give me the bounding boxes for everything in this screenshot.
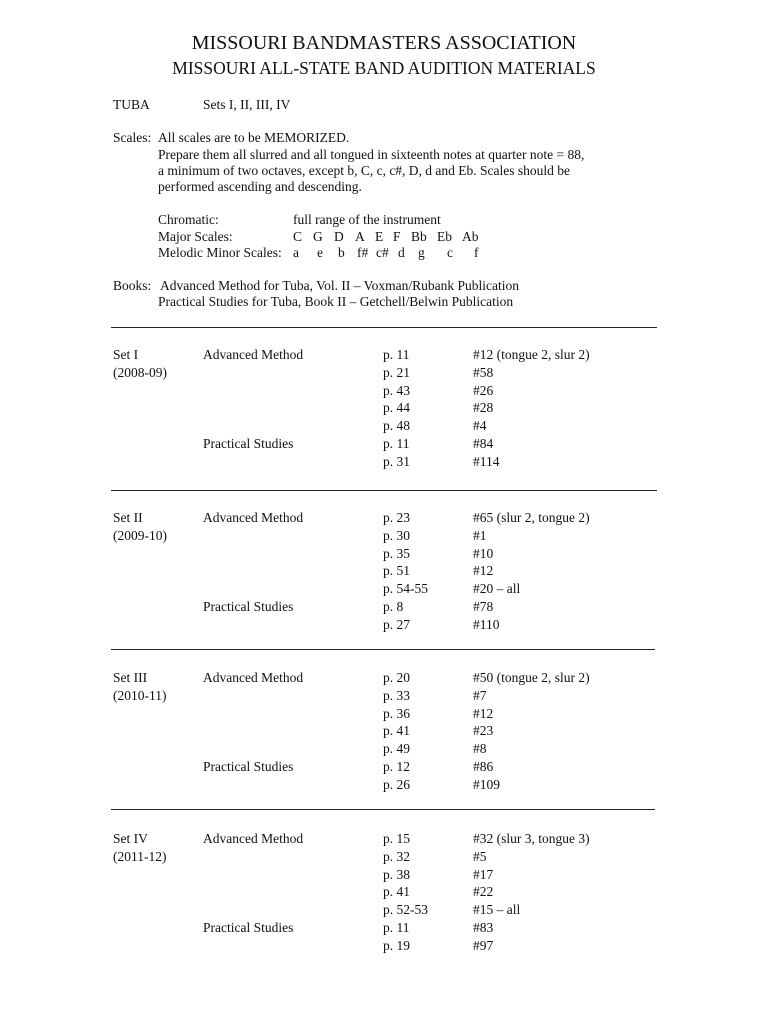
books-label: Books:	[113, 278, 152, 293]
scales-line: a minimum of two octaves, except b, C, c, c#, D, d and Eb. Scales should be	[158, 163, 571, 178]
page-ref: p. 26	[383, 777, 410, 792]
set-name: Set IV	[113, 831, 148, 846]
page-ref: p. 43	[383, 383, 410, 398]
set-book: Advanced Method	[203, 510, 304, 525]
exercise-ref: #65 (slur 2, tongue 2)	[473, 510, 590, 525]
set-book: Practical Studies	[203, 599, 294, 614]
page-ref: p. 12	[383, 759, 410, 774]
set-years: (2008-09)	[113, 365, 167, 380]
divider	[111, 490, 657, 491]
exercise-ref: #28	[473, 400, 494, 415]
page-ref: p. 21	[383, 365, 410, 380]
exercise-ref: #86	[473, 759, 494, 774]
minor-key: f#	[357, 245, 369, 260]
page-ref: p. 52-53	[383, 902, 428, 917]
set-name: Set II	[113, 510, 143, 525]
exercise-ref: #10	[473, 546, 494, 561]
page-ref: p. 31	[383, 454, 410, 469]
set-name: Set I	[113, 347, 139, 362]
major-key: A	[355, 229, 365, 244]
set-years: (2010-11)	[113, 688, 167, 703]
exercise-ref: #50 (tongue 2, slur 2)	[473, 670, 590, 685]
exercise-ref: #5	[473, 849, 487, 864]
book-line: Practical Studies for Tuba, Book II – Getchell/Belwin Publication	[158, 294, 514, 309]
minor-key: c#	[376, 245, 389, 260]
exercise-ref: #12	[473, 563, 494, 578]
chromatic-label: Chromatic:	[158, 212, 219, 227]
minor-key: d	[398, 245, 405, 260]
set-years: (2009-10)	[113, 528, 167, 543]
major-key: E	[375, 229, 384, 244]
exercise-ref: #1	[473, 528, 487, 543]
scales-line: performed ascending and descending.	[158, 179, 362, 194]
page-ref: p. 54-55	[383, 581, 428, 596]
minor-key: g	[418, 245, 425, 260]
page-subtitle: MISSOURI ALL-STATE BAND AUDITION MATERIALS	[172, 58, 596, 78]
page-ref: p. 19	[383, 938, 410, 953]
book-line: Advanced Method for Tuba, Vol. II – Voxman/Rubank Publication	[160, 278, 519, 293]
page-ref: p. 11	[383, 347, 410, 362]
page-ref: p. 27	[383, 617, 410, 632]
exercise-ref: #84	[473, 436, 494, 451]
major-key: Eb	[437, 229, 452, 244]
page-ref: p. 15	[383, 831, 410, 846]
exercise-ref: #114	[473, 454, 500, 469]
minor-scales-label: Melodic Minor Scales:	[158, 245, 282, 260]
exercise-ref: #26	[473, 383, 494, 398]
exercise-ref: #17	[473, 867, 494, 882]
divider	[111, 649, 655, 650]
page-ref: p. 20	[383, 670, 410, 685]
exercise-ref: #15 – all	[473, 902, 521, 917]
page-ref: p. 36	[383, 706, 410, 721]
exercise-ref: #4	[473, 418, 487, 433]
page-title: MISSOURI BANDMASTERS ASSOCIATION	[191, 32, 577, 54]
exercise-ref: #58	[473, 365, 494, 380]
page-ref: p. 41	[383, 884, 410, 899]
minor-key: e	[317, 245, 323, 260]
scales-line: All scales are to be MEMORIZED.	[158, 130, 350, 145]
set-book: Practical Studies	[203, 759, 294, 774]
major-scales-label: Major Scales:	[158, 229, 233, 244]
major-key: C	[293, 229, 303, 244]
scales-line: Prepare them all slurred and all tongued in sixteenth notes at quarter note = 88,	[158, 147, 585, 162]
set-name: Set III	[113, 670, 148, 685]
exercise-ref: #109	[473, 777, 500, 792]
page-ref: p. 8	[383, 599, 404, 614]
exercise-ref: #8	[473, 741, 487, 756]
set-book: Advanced Method	[203, 347, 304, 362]
exercise-ref: #12	[473, 706, 494, 721]
page-ref: p. 44	[383, 400, 410, 415]
exercise-ref: #83	[473, 920, 494, 935]
page-ref: p. 23	[383, 510, 410, 525]
major-key: D	[334, 229, 344, 244]
minor-key: f	[474, 245, 479, 260]
major-key: Bb	[411, 229, 427, 244]
page-ref: p. 33	[383, 688, 410, 703]
exercise-ref: #22	[473, 884, 494, 899]
page-ref: p. 11	[383, 920, 410, 935]
page-ref: p. 48	[383, 418, 410, 433]
exercise-ref: #97	[473, 938, 494, 953]
page-ref: p. 51	[383, 563, 410, 578]
major-key: F	[393, 229, 401, 244]
page-ref: p. 35	[383, 546, 410, 561]
page-ref: p. 11	[383, 436, 410, 451]
divider	[111, 327, 657, 328]
major-key: G	[313, 229, 323, 244]
set-book: Advanced Method	[203, 670, 304, 685]
exercise-ref: #32 (slur 3, tongue 3)	[473, 831, 590, 846]
page-ref: p. 30	[383, 528, 410, 543]
exercise-ref: #23	[473, 723, 494, 738]
minor-key: a	[293, 245, 299, 260]
minor-key: b	[338, 245, 345, 260]
exercise-ref: #78	[473, 599, 494, 614]
set-book: Practical Studies	[203, 920, 294, 935]
exercise-ref: #110	[473, 617, 500, 632]
sets-label: Sets I, II, III, IV	[203, 97, 291, 112]
set-book: Advanced Method	[203, 831, 304, 846]
page-ref: p. 38	[383, 867, 410, 882]
exercise-ref: #20 – all	[473, 581, 521, 596]
chromatic-value: full range of the instrument	[293, 212, 441, 227]
page-ref: p. 49	[383, 741, 410, 756]
set-years: (2011-12)	[113, 849, 167, 864]
divider	[111, 809, 655, 810]
exercise-ref: #7	[473, 688, 487, 703]
page-ref: p. 32	[383, 849, 410, 864]
minor-key: c	[447, 245, 453, 260]
scales-label: Scales:	[113, 130, 152, 145]
instrument-label: TUBA	[113, 97, 150, 112]
exercise-ref: #12 (tongue 2, slur 2)	[473, 347, 590, 362]
set-book: Practical Studies	[203, 436, 294, 451]
page-ref: p. 41	[383, 723, 410, 738]
major-key: Ab	[462, 229, 479, 244]
